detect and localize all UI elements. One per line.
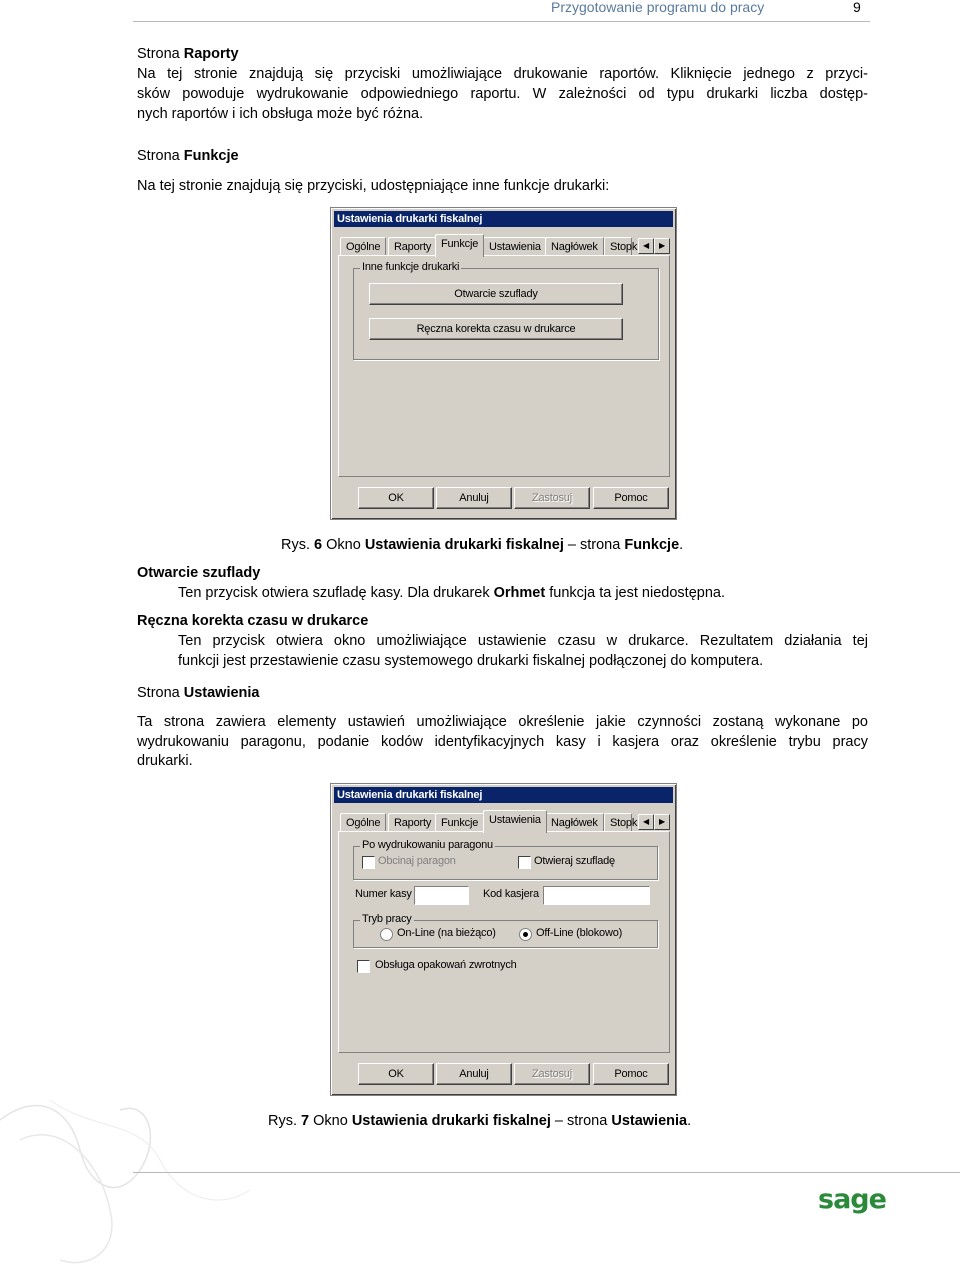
raporty-line-2: sków powoduje wydrukowanie odpowiedniego raportu. W zależności od typu drukarki liczba dostęp-	[137, 86, 868, 102]
tab-scroll-right-icon[interactable]: ▶	[654, 238, 670, 254]
tab-stopka[interactable]: Stopk	[604, 237, 632, 256]
tab-scroll-left-icon[interactable]: ◀	[638, 238, 654, 254]
group-legend: Tryb pracy	[362, 913, 412, 925]
tab-panel-funkcje	[338, 255, 670, 477]
group-legend: Inne funkcje drukarki	[362, 261, 460, 273]
term-clock-correction: Ręczna korekta czasu w drukarce	[137, 613, 369, 629]
offline-radio[interactable]	[519, 928, 532, 941]
cashier-code-label: Kod kasjera	[483, 888, 539, 900]
cashier-code-input[interactable]	[543, 886, 650, 905]
tab-funkcje[interactable]: Funkcje	[435, 234, 484, 257]
sage-logo: sage	[818, 1184, 886, 1215]
footer-rule	[133, 1172, 960, 1173]
tab-ogolne[interactable]: Ogólne	[340, 237, 386, 256]
cut-receipt-label: Obcinaj paragon	[378, 855, 456, 867]
online-radio[interactable]	[380, 928, 393, 941]
dialog-funkcje	[330, 207, 677, 520]
term-open-drawer: Otwarcie szuflady	[137, 565, 261, 581]
apply-button[interactable]: Zastosuj	[514, 1063, 590, 1085]
raporty-line-1: Na tej stronie znajdują się przyciski umożliwiające drukowanie raportów. Kliknięcie jednego z przyci-	[137, 66, 868, 82]
group-tryb-pracy	[353, 913, 658, 948]
cancel-button[interactable]: Anuluj	[436, 487, 512, 509]
ustawienia-line-1: Ta strona zawiera elementy ustawień umożliwiające określenie jakie czynności zostaną wykonane po	[137, 714, 868, 730]
returnable-packaging-checkbox[interactable]	[357, 960, 370, 973]
page-number: 9	[853, 0, 861, 15]
dialog-titlebar: Ustawienia drukarki fiskalnej	[334, 787, 673, 803]
tab-scroll-right-icon[interactable]: ▶	[654, 814, 670, 830]
tab-raporty[interactable]: Raporty	[388, 813, 437, 832]
help-button[interactable]: Pomoc	[593, 487, 669, 509]
open-drawer-button[interactable]: Otwarcie szuflady	[369, 283, 623, 305]
open-drawer-label: Otwieraj szufladę	[534, 855, 615, 867]
ok-button[interactable]: OK	[358, 487, 434, 509]
online-radio-label: On-Line (na bieżąco)	[397, 927, 496, 939]
section-heading-raporty: Strona Raporty	[137, 46, 239, 62]
group-po-wydrukowaniu	[353, 839, 658, 880]
term-open-drawer-desc: Ten przycisk otwiera szufladę kasy. Dla drukarek Orhmet funkcja ta jest niedostępna.	[178, 585, 725, 601]
cancel-button[interactable]: Anuluj	[436, 1063, 512, 1085]
tab-panel-ustawienia	[338, 831, 670, 1053]
tab-funkcje[interactable]: Funkcje	[435, 813, 484, 832]
tab-raporty[interactable]: Raporty	[388, 237, 437, 256]
help-button[interactable]: Pomoc	[593, 1063, 669, 1085]
section-heading-funkcje: Strona Funkcje	[137, 148, 239, 164]
tab-naglowek[interactable]: Nagłówek	[545, 813, 604, 832]
tab-ogolne[interactable]: Ogólne	[340, 813, 386, 832]
ustawienia-line-3: drukarki.	[137, 753, 193, 769]
decorative-swirl	[0, 1080, 260, 1275]
open-drawer-checkbox[interactable]	[518, 856, 531, 869]
raporty-line-3: nych raportów i ich obsługa może być różna.	[137, 106, 424, 122]
ok-button[interactable]: OK	[358, 1063, 434, 1085]
figure-caption-7: Rys. 7 Okno Ustawienia drukarki fiskalnej – strona Ustawienia.	[268, 1113, 692, 1129]
dialog-titlebar: Ustawienia drukarki fiskalnej	[334, 211, 673, 227]
dialog-ustawienia	[330, 783, 677, 1096]
group-inne-funkcje	[353, 261, 659, 360]
tab-ustawienia[interactable]: Ustawienia	[483, 810, 547, 833]
section-heading-ustawienia: Strona Ustawienia	[137, 685, 260, 701]
header-rule	[133, 21, 870, 22]
offline-radio-label: Off-Line (blokowo)	[536, 927, 623, 939]
funkcje-text: Na tej stronie znajdują się przyciski, udostępniające inne funkcje drukarki:	[137, 178, 610, 194]
clock-correction-button[interactable]: Ręczna korekta czasu w drukarce	[369, 318, 623, 340]
group-legend: Po wydrukowaniu paragonu	[362, 839, 493, 851]
figure-caption-6: Rys. 6 Okno Ustawienia drukarki fiskalnej – strona Funkcje.	[281, 537, 684, 553]
term-clock-desc-1: Ten przycisk otwiera okno umożliwiające ustawienie czasu w drukarce. Rezultatem działania tej	[178, 633, 868, 649]
ustawienia-line-2: wydrukowaniu paragonu, podanie kodów identyfikacyjnych kasy i kasjera oraz określenie trybu pracy	[137, 734, 868, 750]
tab-strip	[338, 234, 670, 256]
tab-scroll-left-icon[interactable]: ◀	[638, 814, 654, 830]
cut-receipt-checkbox[interactable]	[362, 856, 375, 869]
register-number-input[interactable]	[414, 886, 469, 905]
running-header: Przygotowanie programu do pracy	[551, 0, 765, 15]
apply-button[interactable]: Zastosuj	[514, 487, 590, 509]
tab-naglowek[interactable]: Nagłówek	[545, 237, 604, 256]
tab-stopka[interactable]: Stopk	[604, 813, 632, 832]
returnable-packaging-label: Obsługa opakowań zwrotnych	[375, 959, 517, 971]
tab-strip	[338, 810, 670, 832]
term-clock-desc-2: funkcji jest przestawienie czasu systemowego drukarki fiskalnej podłączonej do komputera.	[178, 653, 764, 669]
tab-ustawienia[interactable]: Ustawienia	[483, 237, 547, 256]
register-number-label: Numer kasy	[355, 888, 412, 900]
